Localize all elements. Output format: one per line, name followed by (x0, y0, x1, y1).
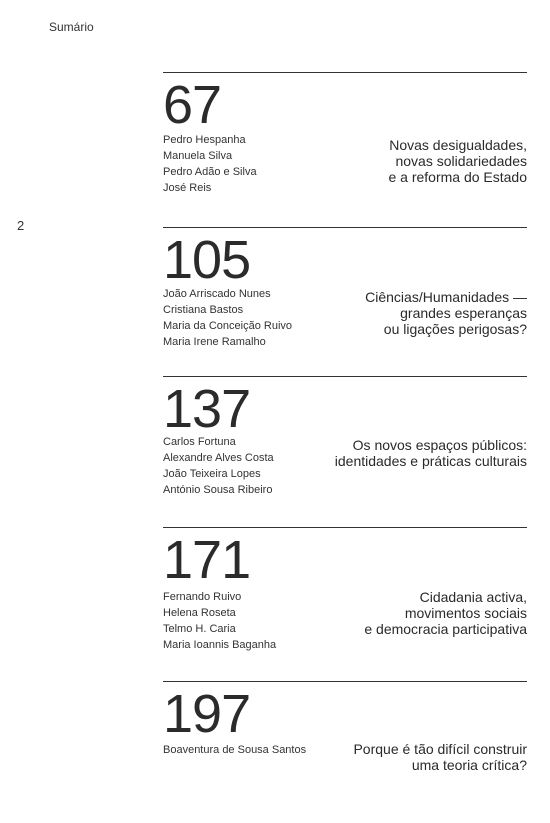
author-name: João Arriscado Nunes (163, 288, 271, 300)
author-name: Alexandre Alves Costa (163, 452, 274, 464)
author-name: Telmo H. Caria (163, 623, 236, 635)
article-title (353, 741, 527, 773)
divider-rule (163, 527, 527, 528)
title-line: Os novos espaços públicos: (352, 437, 527, 453)
author-name: Pedro Hespanha (163, 134, 246, 146)
author-name: Pedro Adão e Silva (163, 166, 257, 178)
author-name: Maria da Conceição Ruivo (163, 320, 293, 332)
title-line: e democracia participativa (364, 621, 527, 637)
toc-entry[interactable] (163, 527, 527, 651)
article-title (388, 137, 527, 185)
title-line: novas solidariedades (395, 153, 527, 169)
running-head: Sumário (49, 20, 94, 34)
author-name: Boaventura de Sousa Santos (163, 744, 307, 756)
author-name: Helena Roseta (163, 607, 236, 619)
title-line: identidades e práticas culturais (334, 453, 527, 469)
title-line: Porque é tão difícil construir (353, 741, 527, 757)
author-list (163, 742, 306, 758)
entry-page-number: 137 (163, 379, 251, 439)
page-number: 2 (17, 218, 25, 233)
title-line: movimentos sociais (404, 605, 527, 621)
divider-rule (163, 72, 527, 73)
article-title (364, 589, 527, 637)
article-title (335, 437, 527, 469)
title-line: uma teoria crítica? (411, 757, 527, 773)
title-line: ou ligações perigosas? (383, 321, 527, 337)
article-title (365, 289, 527, 337)
author-name: Manuela Silva (163, 150, 233, 162)
author-list (163, 132, 257, 196)
title-line: Cidadania activa, (419, 589, 527, 605)
author-list (163, 434, 274, 498)
entry-page-number: 197 (163, 684, 251, 744)
author-list (163, 286, 292, 350)
title-line: Novas desigualdades, (389, 137, 527, 153)
toc-entry[interactable] (163, 376, 527, 496)
title-line: grandes esperanças (400, 305, 527, 321)
author-name: Maria Irene Ramalho (163, 336, 266, 348)
author-name: João Teixeira Lopes (163, 468, 261, 480)
title-line: Ciências/Humanidades — (365, 289, 527, 305)
divider-rule (163, 681, 527, 682)
entry-page-number: 105 (163, 230, 251, 290)
author-name: Carlos Fortuna (163, 436, 236, 448)
entry-page-number: 171 (163, 530, 251, 590)
toc-entry[interactable] (163, 681, 527, 773)
author-name: Fernando Ruivo (163, 591, 242, 603)
divider-rule (163, 376, 527, 377)
author-name: António Sousa Ribeiro (163, 484, 273, 496)
author-name: José Reis (163, 182, 212, 194)
author-list (163, 589, 276, 653)
entry-page-number: 67 (163, 75, 222, 135)
author-name: Maria Ioannis Baganha (163, 639, 277, 651)
title-line: e a reforma do Estado (388, 169, 527, 185)
divider-rule (163, 227, 527, 228)
toc-entry[interactable] (163, 227, 527, 348)
author-name: Cristiana Bastos (163, 304, 244, 316)
toc-entry[interactable] (163, 72, 527, 194)
